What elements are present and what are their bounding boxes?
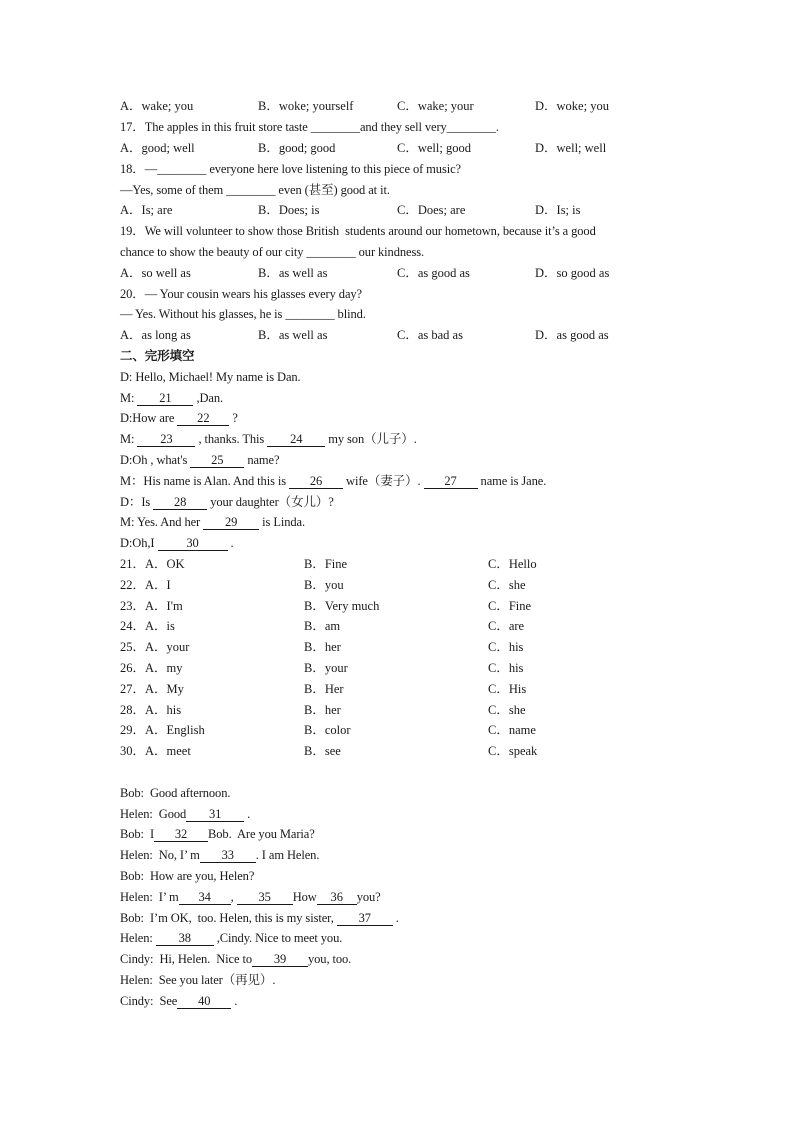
option-b: B．your bbox=[304, 661, 348, 675]
option-b: B．her bbox=[304, 640, 341, 654]
q20-stem-line1: 20．— Your cousin wears his glasses every day? bbox=[120, 287, 362, 301]
option-a: 23．A．I'm bbox=[120, 599, 183, 613]
cloze-option-row bbox=[120, 743, 680, 759]
blank-30: 30 bbox=[158, 536, 228, 551]
cloze-option-row bbox=[120, 702, 680, 718]
q16-options bbox=[120, 98, 680, 114]
option-b: B．Very much bbox=[304, 599, 380, 613]
dialogue1-line2: M: 21 ,Dan. bbox=[120, 391, 224, 405]
option-a: 24．A．is bbox=[120, 619, 175, 633]
q19-option-d: D．so good as bbox=[535, 266, 610, 280]
dialogue2-line5: Bob: How are you, Helen? bbox=[120, 869, 255, 883]
dialogue1-line5: D:Oh , what's 25 name? bbox=[120, 453, 280, 467]
q17-option-d: D．well; well bbox=[535, 141, 607, 155]
q18-option-c: C．Does; are bbox=[397, 203, 466, 217]
option-c: C．his bbox=[488, 661, 524, 675]
option-b: B．Fine bbox=[304, 557, 348, 571]
option-a: 29．A．English bbox=[120, 723, 205, 737]
blank-40: 40 bbox=[177, 994, 231, 1009]
dialogue1-line1: D: Hello, Michael! My name is Dan. bbox=[120, 370, 301, 384]
dialogue1-line3: D:How are 22 ? bbox=[120, 411, 238, 425]
option-b: B．am bbox=[304, 619, 341, 633]
q20-option-d: D．as good as bbox=[535, 328, 609, 342]
dialogue2-line4: Helen: No, I’ m 33 . I am Helen. bbox=[120, 848, 320, 862]
dialogue2-line7: Bob: I’m OK, too. Helen, this is my sister, 37 . bbox=[120, 911, 399, 925]
q19-option-a: A．so well as bbox=[120, 266, 191, 280]
option-a: 28．A．his bbox=[120, 703, 182, 717]
dialogue2-line1: Bob: Good afternoon. bbox=[120, 786, 231, 800]
option-a: 27．A．My bbox=[120, 682, 184, 696]
blank-21: 21 bbox=[137, 391, 193, 406]
option-c: C．speak bbox=[488, 744, 538, 758]
q19-stem-line2: chance to show the beauty of our city ________ our kindness. bbox=[120, 245, 425, 259]
option-a: 25．A．your bbox=[120, 640, 190, 654]
dialogue1-line8: M: Yes. And her 29 is Linda. bbox=[120, 515, 306, 529]
q16-option-d: D．woke; you bbox=[535, 99, 609, 113]
q18-option-b: B．Does; is bbox=[258, 203, 320, 217]
option-c: C．His bbox=[488, 682, 527, 696]
blank-28: 28 bbox=[153, 495, 207, 510]
dialogue2-line11: Cindy: See 40 . bbox=[120, 994, 238, 1008]
q19-stem-line1: 19．We will volunteer to show those British students around our hometown, because it’s a good bbox=[120, 224, 596, 238]
q17-option-a: A．good; well bbox=[120, 141, 195, 155]
option-c: C．she bbox=[488, 703, 526, 717]
q16-option-c: C．wake; your bbox=[397, 99, 474, 113]
blank-31: 31 bbox=[186, 807, 244, 822]
cloze-option-row bbox=[120, 556, 680, 572]
q16-option-b: B．woke; yourself bbox=[258, 99, 354, 113]
q20-options bbox=[120, 327, 680, 343]
option-c: C．Hello bbox=[488, 557, 537, 571]
q18-options bbox=[120, 202, 680, 218]
blank-25: 25 bbox=[190, 453, 244, 468]
option-b: B．color bbox=[304, 723, 351, 737]
option-b: B．Her bbox=[304, 682, 344, 696]
q20-option-c: C．as bad as bbox=[397, 328, 463, 342]
option-c: C．she bbox=[488, 578, 526, 592]
option-c: C．his bbox=[488, 640, 524, 654]
blank-36: 36 bbox=[317, 890, 357, 905]
q20-option-a: A．as long as bbox=[120, 328, 191, 342]
q17-option-b: B．good; good bbox=[258, 141, 336, 155]
dialogue1-line7: D：Is 28 your daughter（女儿）? bbox=[120, 495, 334, 509]
cloze-option-row bbox=[120, 722, 680, 738]
blank-24: 24 bbox=[267, 432, 325, 447]
dialogue2-line6: Helen: I’ m 34 , 35 How 36 you? bbox=[120, 890, 381, 904]
option-b: B．her bbox=[304, 703, 341, 717]
blank-39: 39 bbox=[252, 952, 308, 967]
dialogue2-line10: Helen: See you later（再见）. bbox=[120, 973, 276, 987]
cloze-option-row bbox=[120, 577, 680, 593]
q19-option-b: B．as well as bbox=[258, 266, 328, 280]
option-c: C．are bbox=[488, 619, 525, 633]
q19-option-c: C．as good as bbox=[397, 266, 470, 280]
q17-options bbox=[120, 140, 680, 156]
dialogue2-line8: Helen: 38 ,Cindy. Nice to meet you. bbox=[120, 931, 343, 945]
option-a: 22．A．I bbox=[120, 578, 171, 592]
blank-33: 33 bbox=[200, 848, 256, 863]
dialogue2-line9: Cindy: Hi, Helen. Nice to 39 you, too. bbox=[120, 952, 352, 966]
dialogue1-line4: M: 23 , thanks. This 24 my son（儿子）. bbox=[120, 432, 417, 446]
q17-option-c: C．well; good bbox=[397, 141, 471, 155]
q18-stem-line1: 18．—________ everyone here love listening to this piece of music? bbox=[120, 162, 461, 176]
blank-27: 27 bbox=[424, 474, 478, 489]
blank-26: 26 bbox=[289, 474, 343, 489]
cloze-option-row bbox=[120, 660, 680, 676]
option-b: B．you bbox=[304, 578, 344, 592]
blank-37: 37 bbox=[337, 911, 393, 926]
cloze-option-row bbox=[120, 639, 680, 655]
blank-29: 29 bbox=[203, 515, 259, 530]
dialogue1-line9: D:Oh,I 30 . bbox=[120, 536, 234, 550]
dialogue2-line2: Helen: Good 31 . bbox=[120, 807, 251, 821]
cloze-option-row bbox=[120, 681, 680, 697]
q18-option-a: A．Is; are bbox=[120, 203, 173, 217]
cloze-option-row bbox=[120, 598, 680, 614]
dialogue2-line3: Bob: I 32 Bob. Are you Maria? bbox=[120, 827, 315, 841]
q16-option-a: A．wake; you bbox=[120, 99, 194, 113]
option-a: 21．A．OK bbox=[120, 557, 185, 571]
q20-option-b: B．as well as bbox=[258, 328, 328, 342]
blank-32: 32 bbox=[154, 827, 208, 842]
option-a: 30．A．meet bbox=[120, 744, 191, 758]
q17-stem: 17．The apples in this fruit store taste ________and they sell very________. bbox=[120, 120, 499, 134]
q18-option-d: D．Is; is bbox=[535, 203, 581, 217]
blank-23: 23 bbox=[137, 432, 195, 447]
option-c: C．Fine bbox=[488, 599, 532, 613]
q19-options bbox=[120, 265, 680, 281]
blank-34: 34 bbox=[179, 890, 231, 905]
option-b: B．see bbox=[304, 744, 341, 758]
blank-22: 22 bbox=[177, 411, 229, 426]
q18-stem-line2: —Yes, some of them ________ even (甚至) good at it. bbox=[120, 183, 390, 197]
option-c: C．name bbox=[488, 723, 536, 737]
blank-38: 38 bbox=[156, 931, 214, 946]
q20-stem-line2: — Yes. Without his glasses, he is ________ blind. bbox=[120, 307, 366, 321]
option-a: 26．A．my bbox=[120, 661, 183, 675]
section-heading-cloze: 二、完形填空 bbox=[120, 348, 195, 363]
blank-35: 35 bbox=[237, 890, 293, 905]
cloze-option-row bbox=[120, 618, 680, 634]
dialogue1-line6: M：His name is Alan. And this is 26 wife（妻子）. 27 name is Jane. bbox=[120, 474, 547, 488]
